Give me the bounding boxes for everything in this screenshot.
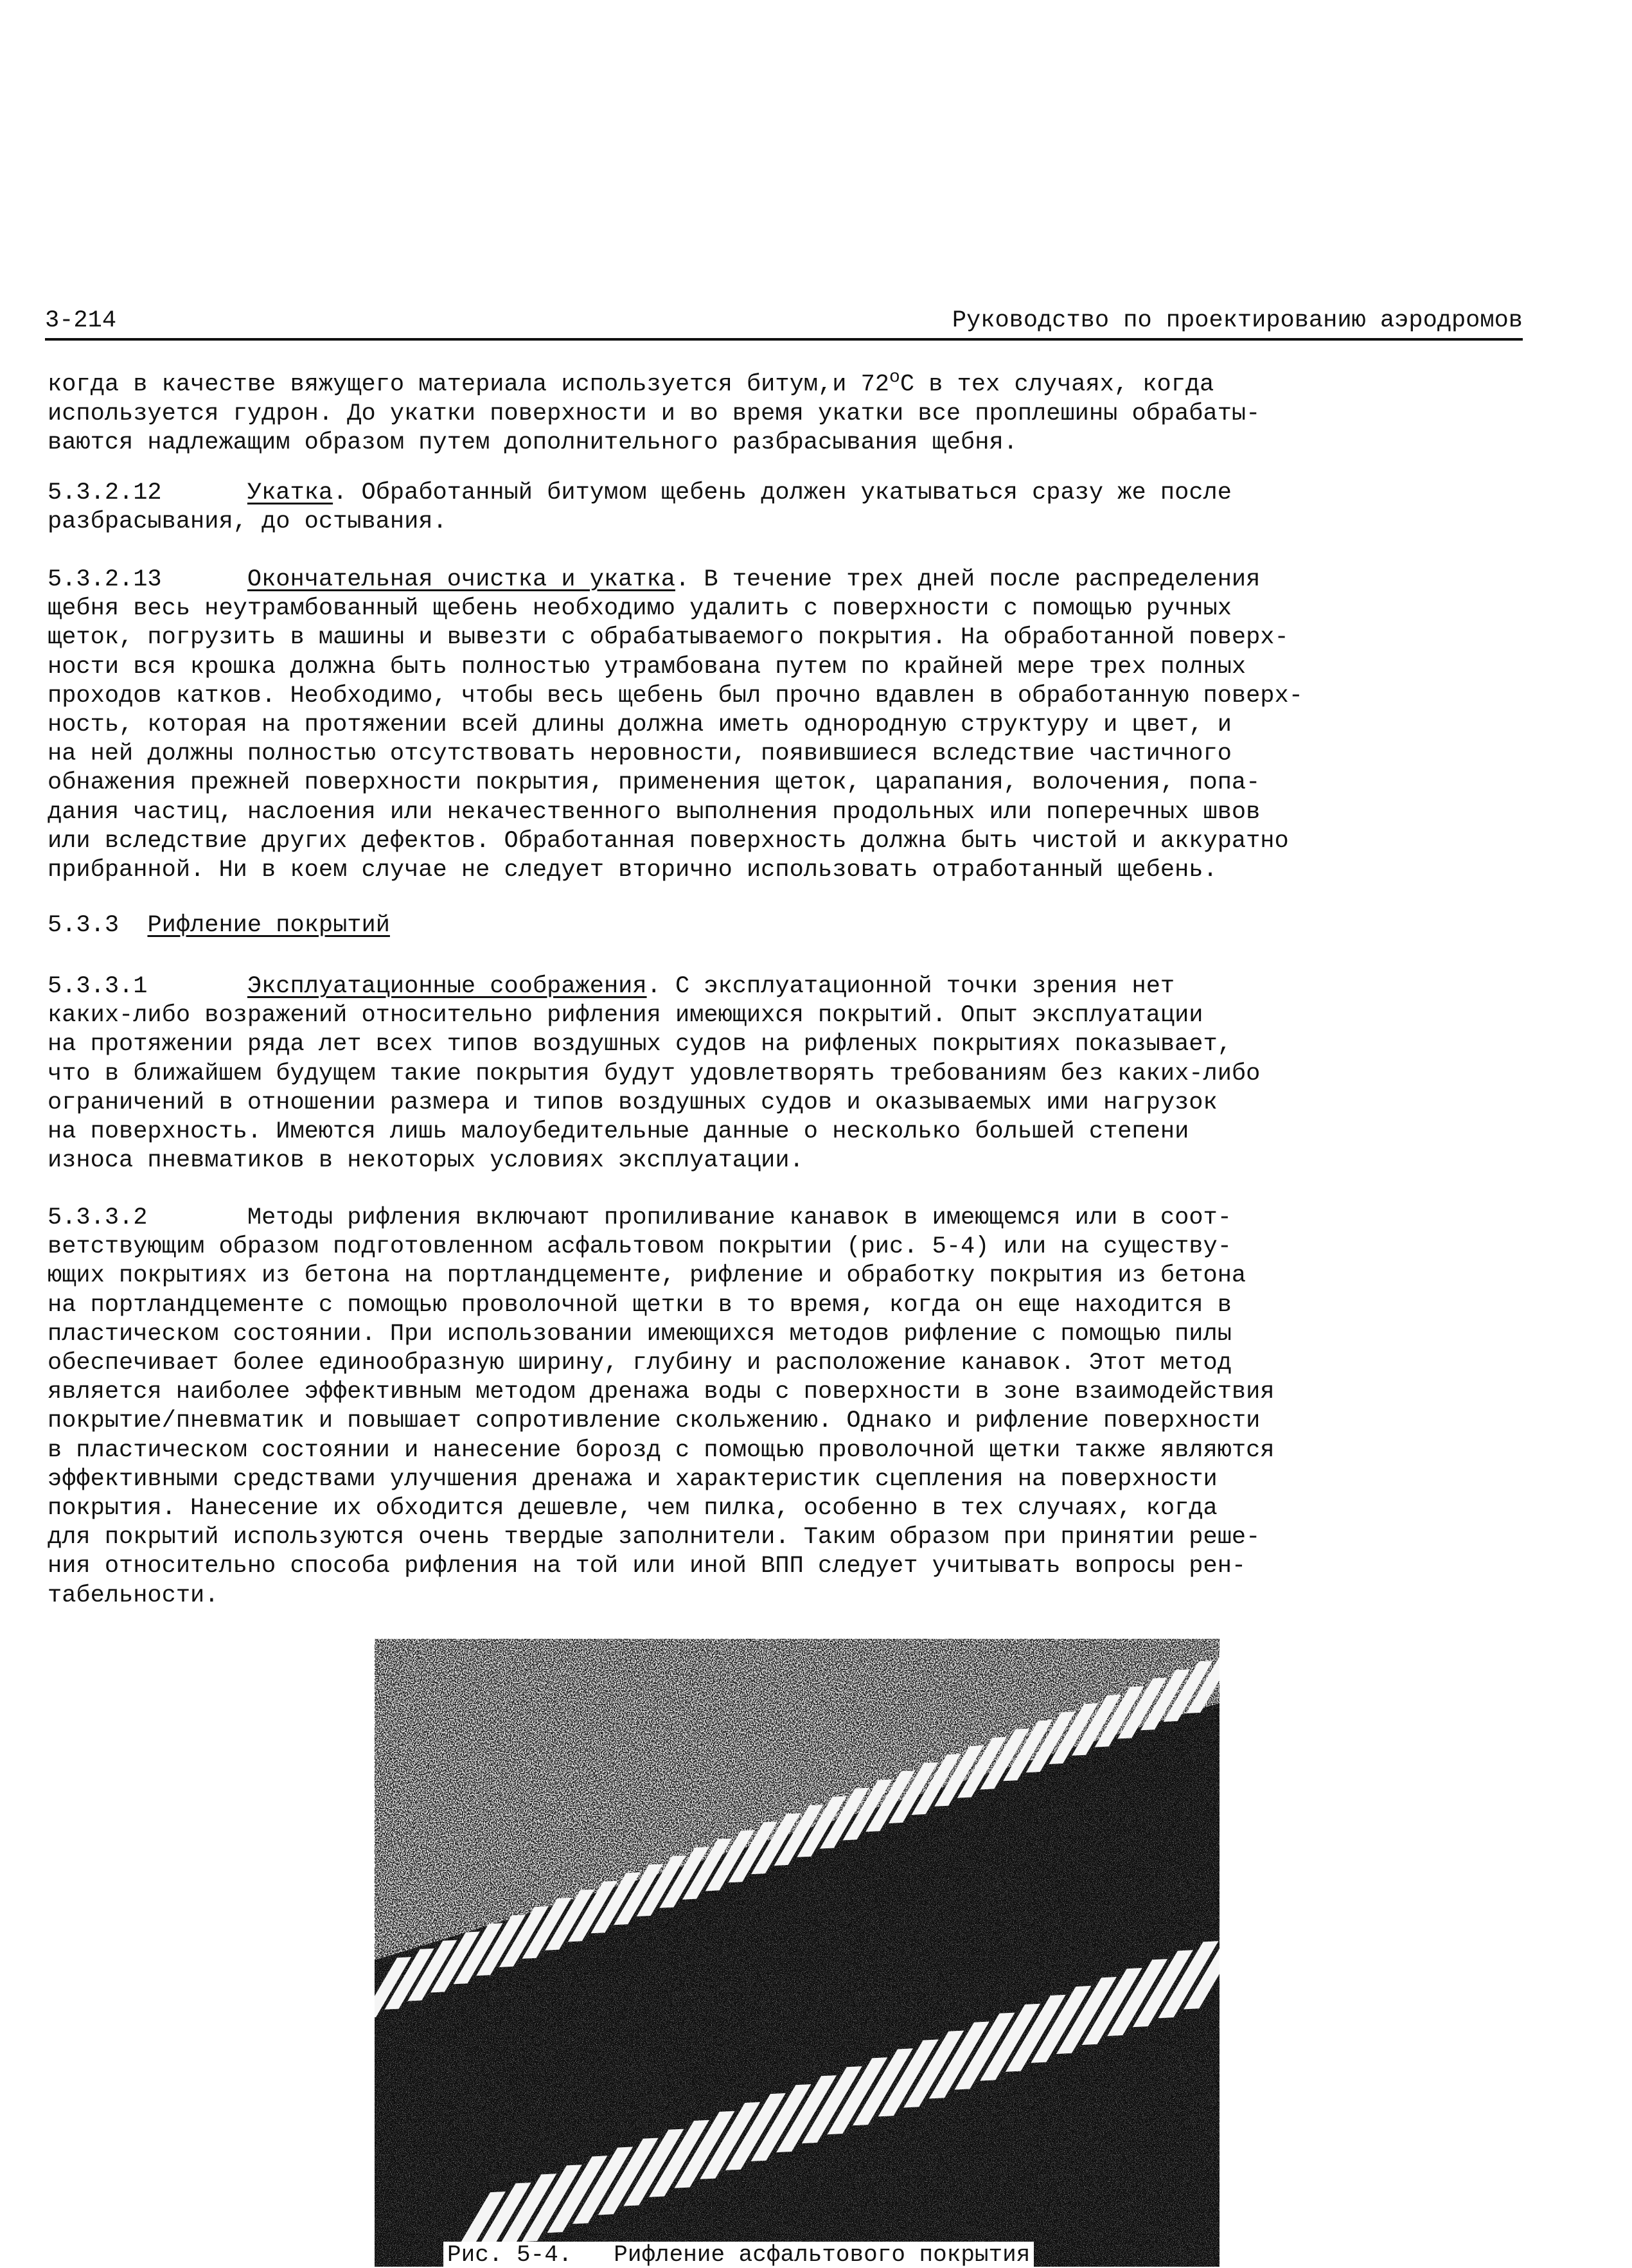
- para-line: обнажения прежней поверхности покрытия, применения щеток, царапания, волочения, попа-: [48, 769, 1261, 797]
- paragraph-5-3-3-1: [48, 972, 1577, 1175]
- section-number: 5.3.3: [48, 912, 120, 939]
- para-number: 5.3.3.2: [48, 1204, 148, 1231]
- page-header: [45, 301, 1523, 341]
- para-line: ность, которая на протяжении всей длины должна иметь однородную структуру и цвет, и: [48, 711, 1232, 739]
- para-first-line: . В течение трех дней после распределения: [675, 566, 1261, 593]
- para-line: ограничений в отношении размера и типов воздушных судов и оказываемых ими нагрузок: [48, 1089, 1218, 1116]
- figure-caption: Рис. 5-4. Рифление асфальтового покрытия: [443, 2242, 1034, 2268]
- paragraph-5-3-2-13: [48, 566, 1577, 885]
- intro-line-1b: C в тех случаях, когда: [900, 371, 1214, 398]
- intro-line-3: ваются надлежащим образом путем дополнительного разбрасывания щебня.: [48, 429, 1018, 456]
- para-line: что в ближайшем будущем такие покрытия будут удовлетворять требованиям без каких-либо: [48, 1060, 1261, 1087]
- para-line: для покрытий используются очень твердые заполнители. Таким образом при принятии реше-: [48, 1524, 1261, 1551]
- para-line: на ней должны полностью отсутствовать неровности, появившиеся вследствие частичного: [48, 740, 1232, 768]
- para-line: прибранной. Ни в коем случае не следует вторично использовать отработанный щебень.: [48, 857, 1218, 884]
- para-line: щебня весь неутрамбованный щебень необходимо удалить с поверхности с помощью ручных: [48, 595, 1232, 623]
- para-first-line: . С эксплуатационной точки зрения нет: [646, 973, 1175, 1000]
- para-line: ности вся крошка должна быть полностью утрамбована путем по крайней мере трех полных: [48, 653, 1246, 681]
- paragraph-5-3-3-2: [48, 1204, 1577, 1611]
- para-line: щеток, погрузить в машины и вывезти с обрабатываемого покрытия. На обработанной поверх-: [48, 624, 1289, 652]
- section-heading: Рифление покрытий: [147, 912, 390, 939]
- paragraph-5-3-2-12: [48, 479, 1577, 537]
- para-line: ния относительно способа рифления на той или иной ВПП следует учитывать вопросы рен-: [48, 1553, 1246, 1580]
- para-line: ющих покрытиях из бетона на портландцементе, рифление и обработку покрытия из бетона: [48, 1262, 1246, 1290]
- para-line: эффективными средствами улучшения дренажа и характеристик сцепления на поверхности: [48, 1465, 1218, 1493]
- para-line: покрытия. Нанесение их обходится дешевле, чем пилка, особенно в тех случаях, когда: [48, 1495, 1218, 1522]
- intro-line-2: используется гудрон. До укатки поверхности и во время укатки все проплешины обрабаты-: [48, 400, 1261, 427]
- intro-paragraph: [48, 363, 1577, 458]
- para-line: табельности.: [48, 1582, 219, 1609]
- para-first-line: Методы рифления включают пропиливание канавок в имеющемся или в соот-: [247, 1204, 1232, 1231]
- photo-graphic: [375, 1639, 1220, 2267]
- para-line: разбрасывания, до остывания.: [48, 508, 447, 536]
- intro-line-1a: когда в качестве вяжущего материала используется битум,и 72: [48, 371, 890, 398]
- para-heading: Окончательная очистка и укатка: [247, 566, 675, 593]
- section-5-3-3: [48, 911, 1577, 940]
- para-line: в пластическом состоянии и нанесение борозд с помощью проволочной щетки также являются: [48, 1436, 1275, 1464]
- para-line: пластическом состоянии. При использовании имеющихся методов рифление с помощью пилы: [48, 1320, 1232, 1348]
- para-line: на портландцементе с помощью проволочной щетки в то время, когда он еще находится в: [48, 1291, 1232, 1319]
- para-line: является наиболее эффективным методом дренажа воды с поверхности в зоне взаимодействия: [48, 1379, 1275, 1406]
- para-heading: Эксплуатационные соображения: [247, 973, 647, 1000]
- para-line: на поверхность. Имеются лишь малоубедительные данные о несколько большей степени: [48, 1118, 1189, 1146]
- para-line: износа пневматиков в некоторых условиях эксплуатации.: [48, 1147, 804, 1175]
- para-line: или вследствие других дефектов. Обработанная поверхность должна быть чистой и аккуратно: [48, 827, 1289, 855]
- para-number: 5.3.2.12: [48, 479, 162, 506]
- para-line: ветствующим образом подготовленном асфальтовом покрытии (рис. 5-4) или на существу-: [48, 1233, 1232, 1261]
- para-heading: Укатка: [247, 479, 333, 506]
- para-line: дания частиц, наслоения или некачественного выполнения продольных или поперечных швов: [48, 798, 1261, 826]
- running-title: Руководство по проектированию аэродромов: [952, 307, 1523, 334]
- grooved-asphalt-photo: [375, 1639, 1220, 2267]
- degree-sign: o: [889, 368, 900, 388]
- para-line: обеспечивает более единообразную ширину, глубину и расположение канавок. Этот метод: [48, 1350, 1232, 1377]
- page-number: 3-214: [45, 307, 117, 334]
- para-first-line: . Обработанный битумом щебень должен укатываться сразу же после: [333, 479, 1232, 506]
- para-line: покрытие/пневматик и повышает сопротивление скольжению. Однако и рифление поверхности: [48, 1407, 1261, 1435]
- para-number: 5.3.2.13: [48, 566, 162, 593]
- para-line: на протяжении ряда лет всех типов воздушных судов на рифленых покрытиях показывает,: [48, 1031, 1232, 1058]
- para-line: проходов катков. Необходимо, чтобы весь щебень был прочно вдавлен в обработанную поверх-: [48, 682, 1303, 710]
- para-line: каких-либо возражений относительно рифления имеющихся покрытий. Опыт эксплуатации: [48, 1002, 1203, 1030]
- para-number: 5.3.3.1: [48, 973, 148, 1000]
